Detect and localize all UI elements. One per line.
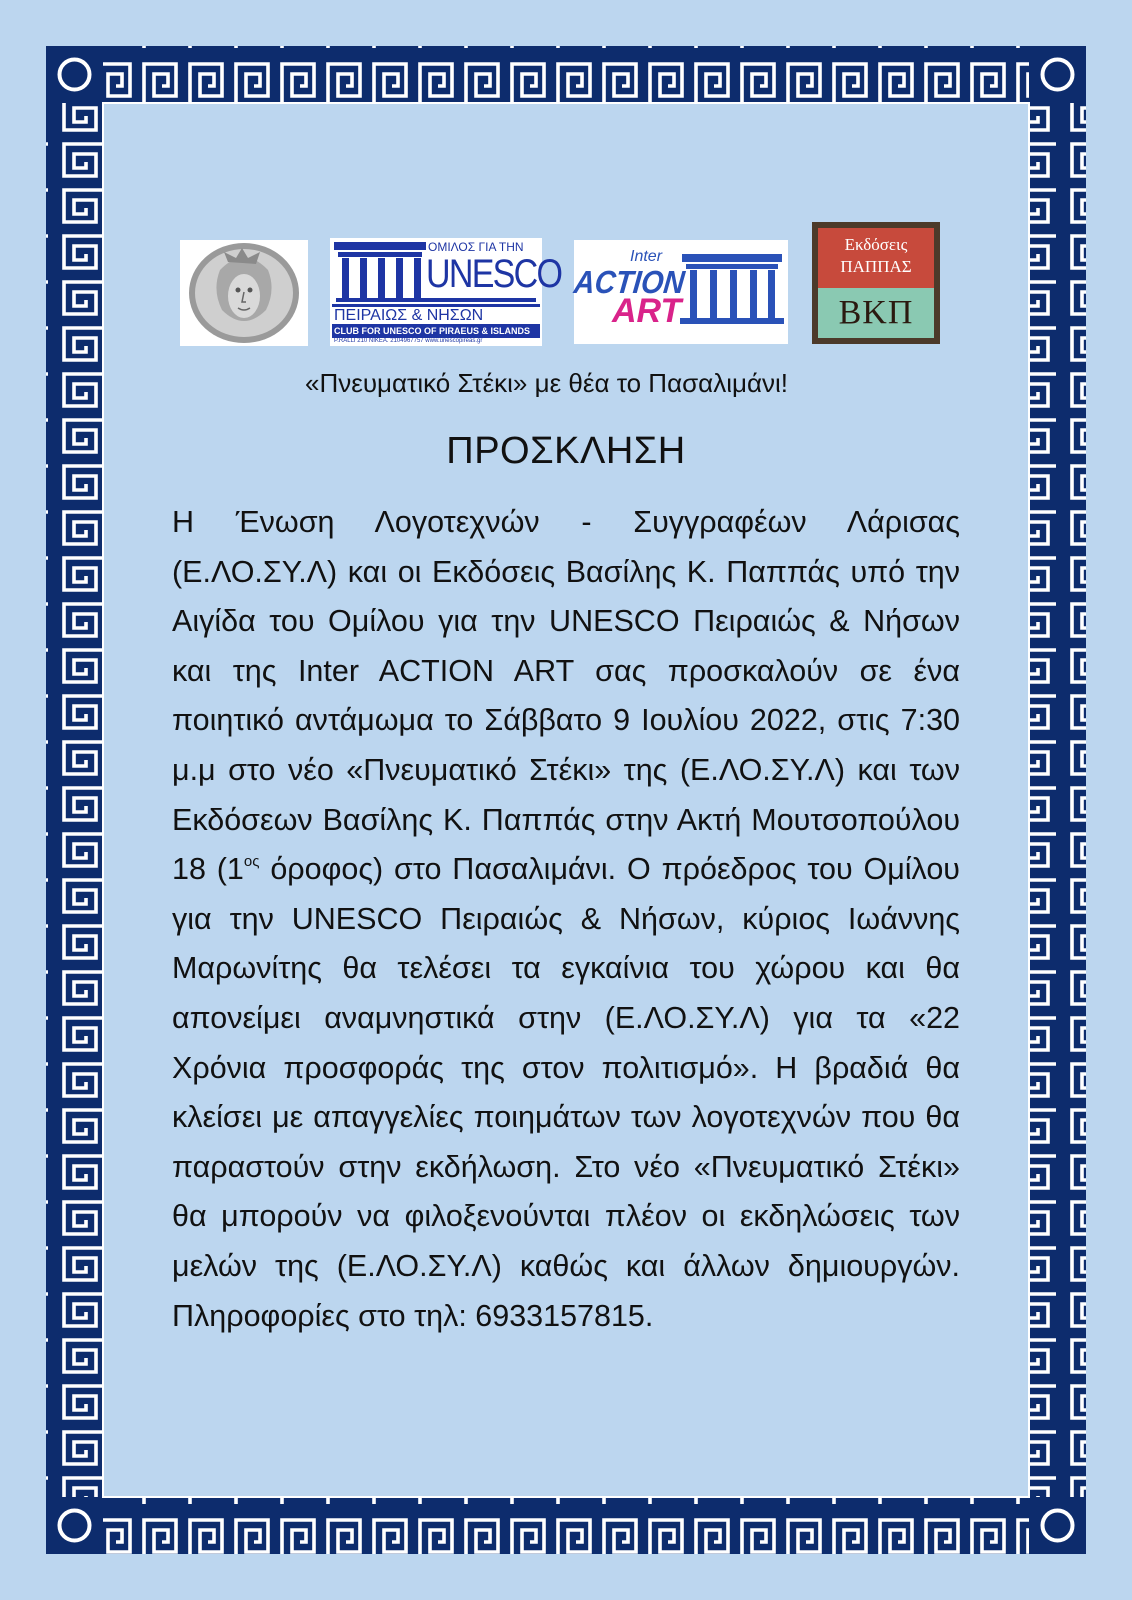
unesco-sub-text: ΠΕΙΡΑΙΩΣ & ΝΗΣΩΝ (334, 307, 484, 324)
pappas-initials: ΒΚΠ (818, 288, 934, 338)
coin-logo (180, 240, 308, 346)
unesco-club-text: CLUB FOR UNESCO OF PIRAEUS & ISLANDS (334, 326, 531, 336)
corner-circle-icon (1029, 1497, 1086, 1554)
floor-superscript: ος (243, 853, 260, 871)
interaction-art-text: ART (612, 292, 682, 330)
interaction-inter-text: Inter (630, 248, 663, 265)
coin-head-icon (180, 240, 308, 346)
unesco-main-text: UNESCO (426, 252, 562, 296)
subtitle: «Πνευματικό Στέκι» με θέα το Πασαλιμάνι! (305, 368, 788, 398)
corner-circle-icon (46, 1497, 103, 1554)
interaction-art-logo (574, 240, 788, 344)
pappas-logo (812, 222, 940, 344)
unesco-top-text: ΟΜΙΛΟΣ ΓΙΑ ΤΗΝ (428, 240, 524, 254)
unesco-address-text: P.RALLI 210 NIKEA. 2104967757 www.unescopireas.gr (334, 338, 483, 344)
border-bottom (103, 1498, 1029, 1554)
page-title: ΠΡΟΣΚΛΗΣΗ (446, 430, 686, 472)
pappas-line1: Εκδόσεις (844, 235, 908, 254)
body-part2: όροφος) στο Πασαλιμάνι. Ο πρόεδρος του Ομίλου για την UNESCO Πειραιώς & Νήσων, κύριος Ιωάννης Μαρωνίτης θα τελέσει τα εγκαίνια του χώρου και θα απονείμει αναμνηστικά στην (Ε.ΛΟ.ΣΥ.Λ) για τα «22 Χρόνια προσφοράς της στον πολιτισμό». Η βραδιά θα κλείσει με απαγγελίες ποιημάτων των λογοτεχνών που θα παραστούν στην εκδήλωση. Στο νέο «Πνευματικό Στέκι» θα μπορούν να φιλοξενούνται πλέον οι εκδηλώσεις των μελών της (Ε.ΛΟ.ΣΥ.Λ) καθώς και άλλων δημιουργών. Πληροφορίες στο τηλ: 6933157815. (172, 852, 960, 1333)
pappas-name-block (818, 228, 934, 288)
logo-row (0, 0, 1132, 360)
interaction-action-text: ACTION (572, 264, 687, 300)
unesco-logo (330, 238, 562, 346)
invitation-body (172, 498, 960, 1341)
body-part1: Η Ένωση Λογοτεχνών - Συγγραφέων Λάρισας (Ε.ΛΟ.ΣΥ.Λ) και οι Εκδόσεις Βασίλης Κ. Παππάς υπό την Αιγίδα του Ομίλου για την UNESCO Πειραιώς & Νήσων και της Inter ACTION ART σας προσκαλούν σε ένα ποιητικό αντάμωμα το Σάββατο 9 Ιουλίου 2022, στις 7:30 μ.μ στο νέο «Πνευματικό Στέκι» της (Ε.ΛΟ.ΣΥ.Λ) και των Εκδόσεων Βασίλης Κ. Παππάς στην Ακτή Μουτσοπούλου 18 (1 (172, 505, 960, 887)
pappas-line2: ΠΑΠΠΑΣ (840, 257, 912, 276)
